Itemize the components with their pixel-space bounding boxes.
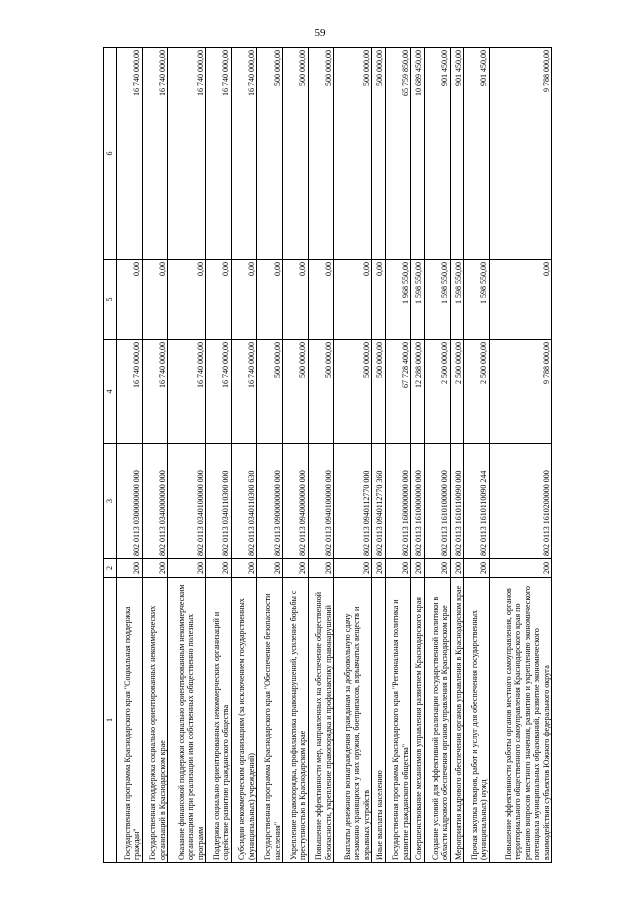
- row-kbk: 802 0113 0900000000 000: [257, 444, 283, 559]
- row-name: Выплаты денежного вознаграждения гражданам за добровольную сдачу незаконно хранящихся у них оружия, боеприпасов, взрывчатых веществ и взрывных устройств: [334, 578, 372, 863]
- row-code: 200: [334, 559, 372, 578]
- row-name: Государственная программа Краснодарского края "Социальная поддержка граждан": [117, 578, 143, 863]
- row-total: 500 000,00: [334, 340, 372, 444]
- row-result: 500 000,00: [308, 48, 334, 260]
- row-kbk: 802 0113 0300000000 000: [117, 444, 143, 559]
- row-result: 901 450,00: [450, 48, 463, 260]
- row-total: 9 788 000,00: [489, 340, 551, 444]
- row-change: 0,00: [142, 260, 168, 340]
- row-total: 16 740 000,00: [142, 340, 168, 444]
- row-total: 16 740 000,00: [231, 340, 257, 444]
- row-result: 901 450,00: [424, 48, 450, 260]
- row-change: 1 598 550,00: [450, 260, 463, 340]
- row-name: Субсидии некоммерческим организациям (за исключением государственных (муниципальных) учреждений): [231, 578, 257, 863]
- row-result: 65 759 850,00: [385, 48, 411, 260]
- table-row: [257, 48, 283, 863]
- row-kbk: 802 0113 1610110090 244: [464, 444, 490, 559]
- table-row: [142, 48, 168, 863]
- row-kbk: 802 0113 0340110300 630: [231, 444, 257, 559]
- row-change: 0,00: [231, 260, 257, 340]
- table-row: [385, 48, 411, 863]
- table-row: [231, 48, 257, 863]
- row-result: 9 788 000,00: [489, 48, 551, 260]
- row-kbk: 802 0113 1610000000 000: [411, 444, 424, 559]
- row-name: Укрепление правопорядка, профилактика правонарушений, усиление борьбы с преступностью в Краснодарском крае: [283, 578, 309, 863]
- row-name: Создание условий для эффективной реализации государственной политики в области кадрового обеспечения органов управления в Краснодарском крае: [424, 578, 450, 863]
- row-code: 200: [385, 559, 411, 578]
- row-code: 200: [283, 559, 309, 578]
- row-change: 1 598 550,00: [464, 260, 490, 340]
- row-name: Прочая закупка товаров, работ и услуг для обеспечения государственных (муниципальных) нужд: [464, 578, 490, 863]
- row-code: 200: [424, 559, 450, 578]
- row-result: 16 740 000,00: [117, 48, 143, 260]
- row-kbk: 802 0113 0340110300 000: [206, 444, 232, 559]
- row-result: 500 000,00: [372, 48, 385, 260]
- row-change: 1 598 550,00: [411, 260, 424, 340]
- row-name: Государственная программа Краснодарского края "Обеспечение безопасности населения": [257, 578, 283, 863]
- row-code: 200: [142, 559, 168, 578]
- row-code: 200: [464, 559, 490, 578]
- table-row: [283, 48, 309, 863]
- row-result: 500 000,00: [257, 48, 283, 260]
- row-total: 500 000,00: [372, 340, 385, 444]
- row-name: Государственная поддержка социально ориентированных некоммерческих организаций в Краснодарском крае: [142, 578, 168, 863]
- row-code: 200: [168, 559, 206, 578]
- row-kbk: 802 0113 1610100000 000: [424, 444, 450, 559]
- row-result: 16 740 000,00: [206, 48, 232, 260]
- row-name: Иные выплаты населению: [372, 578, 385, 863]
- table-row: [489, 48, 551, 863]
- column-header: 2: [104, 559, 117, 578]
- row-name: Совершенствование механизмов управления развитием Краснодарского края: [411, 578, 424, 863]
- budget-table: [103, 47, 552, 863]
- row-code: 200: [450, 559, 463, 578]
- table-row: [464, 48, 490, 863]
- row-name: Повышение эффективности мер, направленных на обеспечение общественной безопасности, укрепление правопорядка и профилактику правонарушений: [308, 578, 334, 863]
- row-result: 500 000,00: [283, 48, 309, 260]
- row-code: 200: [489, 559, 551, 578]
- table-row: [334, 48, 372, 863]
- row-change: 1 968 550,00: [385, 260, 411, 340]
- table-row: [168, 48, 206, 863]
- row-code: 200: [372, 559, 385, 578]
- row-total: 2 500 000,00: [464, 340, 490, 444]
- row-kbk: 802 0113 0340100000 000: [168, 444, 206, 559]
- row-change: 0,00: [206, 260, 232, 340]
- row-kbk: 802 0113 1600000000 000: [385, 444, 411, 559]
- row-kbk: 802 0113 0940112770 360: [372, 444, 385, 559]
- row-name: Государственная программа Краснодарского края "Региональная политика и развитие гражданского общества": [385, 578, 411, 863]
- row-total: 67 728 400,00: [385, 340, 411, 444]
- row-change: 1 598 550,00: [424, 260, 450, 340]
- table-row: [206, 48, 232, 863]
- column-header: 6: [104, 48, 117, 260]
- row-change: 0,00: [257, 260, 283, 340]
- row-change: 0,00: [168, 260, 206, 340]
- row-result: 10 689 450,00: [411, 48, 424, 260]
- table-row: [308, 48, 334, 863]
- row-change: 0,00: [372, 260, 385, 340]
- row-name: Оказание финансовой поддержки социально ориентированным некоммерческим организациям при реализации ими собственных общественно полезных программ: [168, 578, 206, 863]
- row-total: 16 740 000,00: [117, 340, 143, 444]
- row-result: 901 450,00: [464, 48, 490, 260]
- page-number: 59: [314, 27, 326, 39]
- row-kbk: 802 0113 0940112770 000: [334, 444, 372, 559]
- table-row: [411, 48, 424, 863]
- row-result: 16 740 000,00: [168, 48, 206, 260]
- row-change: 0,00: [308, 260, 334, 340]
- row-code: 200: [257, 559, 283, 578]
- row-change: 0,00: [283, 260, 309, 340]
- row-code: 200: [231, 559, 257, 578]
- row-total: 2 500 000,00: [450, 340, 463, 444]
- row-code: 200: [206, 559, 232, 578]
- row-result: 16 740 000,00: [231, 48, 257, 260]
- row-total: 16 740 000,00: [206, 340, 232, 444]
- table-row: [117, 48, 143, 863]
- row-total: 500 000,00: [257, 340, 283, 444]
- row-change: 0,00: [489, 260, 551, 340]
- budget-table-container: [103, 48, 552, 863]
- row-code: 200: [117, 559, 143, 578]
- table-row: [372, 48, 385, 863]
- row-total: 500 000,00: [283, 340, 309, 444]
- header-row: [104, 48, 117, 863]
- row-name: Повышение эффективности работы органов местного самоуправления, органов территориального общественного самоуправления Краснодарского края по решению вопросов местного значения, развитию и укреплению экономического потенциала муниципальных образований, развитие экономического взаимодействия субъектов Южного федерального округа: [489, 578, 551, 863]
- row-change: 0,00: [117, 260, 143, 340]
- table-body: [117, 48, 552, 863]
- row-total: 16 740 000,00: [168, 340, 206, 444]
- row-change: 0,00: [334, 260, 372, 340]
- row-total: 12 288 000,00: [411, 340, 424, 444]
- table-row: [424, 48, 450, 863]
- row-name: Поддержка социально ориентированных некоммерческих организаций и содействие развитию гражданского общества: [206, 578, 232, 863]
- column-header: 4: [104, 340, 117, 444]
- table-row: [450, 48, 463, 863]
- row-kbk: 802 0113 1610110090 000: [450, 444, 463, 559]
- column-header: 5: [104, 260, 117, 340]
- row-code: 200: [411, 559, 424, 578]
- row-total: 2 500 000,00: [424, 340, 450, 444]
- row-kbk: 802 0113 0340000000 000: [142, 444, 168, 559]
- column-header: 1: [104, 578, 117, 863]
- row-kbk: 802 0113 0940100000 000: [308, 444, 334, 559]
- row-code: 200: [308, 559, 334, 578]
- row-total: 500 000,00: [308, 340, 334, 444]
- column-header: 3: [104, 444, 117, 559]
- row-kbk: 802 0113 1610200000 000: [489, 444, 551, 559]
- row-result: 500 000,00: [334, 48, 372, 260]
- row-name: Мероприятия кадрового обеспечения органов управления в Краснодарском крае: [450, 578, 463, 863]
- row-kbk: 802 0113 0940000000 000: [283, 444, 309, 559]
- row-result: 16 740 000,00: [142, 48, 168, 260]
